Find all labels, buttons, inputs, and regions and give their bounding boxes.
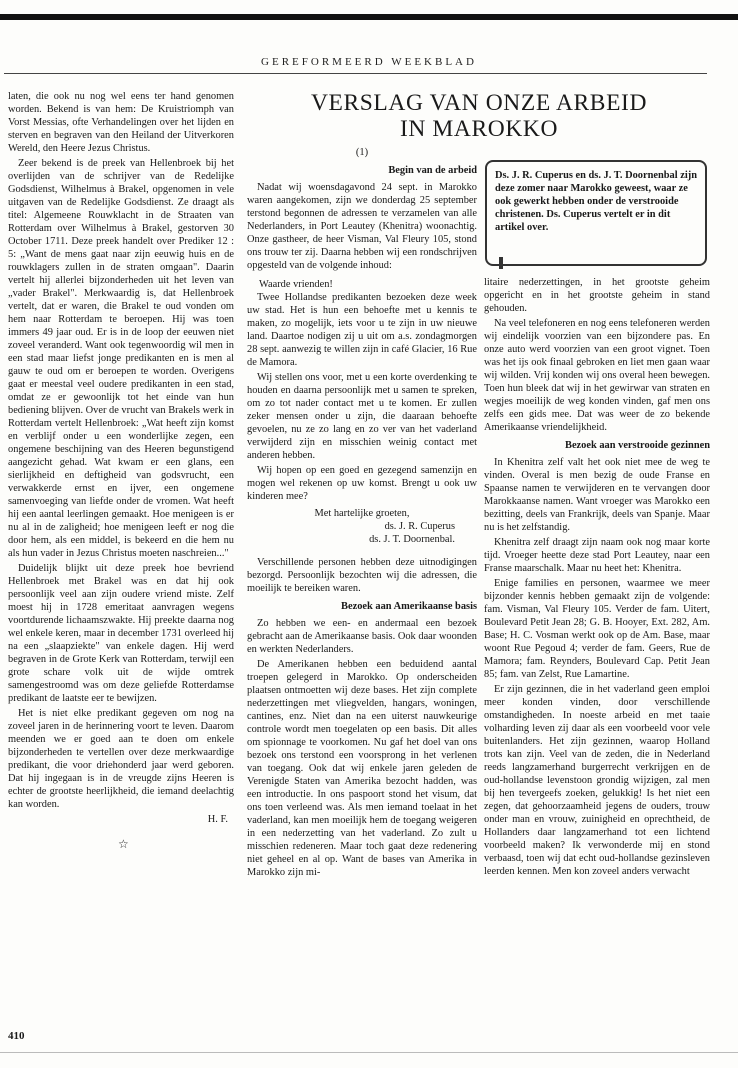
paragraph: Zeer bekend is de preek van Hellenbroek bij het overlijden van de schrijver van de Redelijke Godsdienst, Wilhelmus à Brakel, opgenomen in vele uitgaven van de Redelijke Godsdienst. Ze draagt als titel: Algemeene Rouwklacht in de Straaten van Rotterdam over Wilhelmus à Brakel, gestorven 30 October 1711. Deze preek handelt over Prediker 12 : 5: „Want de mens gaat naar zijn eeuwig huis en de rouwklagers zullen in de straten omgaan". Daarin vertelt hij allerlei bijzonderheden uit het leven van „vader Brakel". Merkwaardig is, dat Hellenbroek vertelt, dat er waren, die Brakel te oud vonden om hem naar Rotterdam te beroepen. Hij was toen immers 49 jaar oud. Er is in de loop der eeuwen niet zoveel veranderd. Want ook tegenwoordig wil men in een stad maar liefst jonge predikanten en is men al gauw te oud om er beroepen te worden. Overigens gaat er meestal veel oudere predikanten in een stad, omdat ze er gewoonlijk tot het einde van hun bediening blijven. Over de vrucht van Brakels werk in Rotterdam vertelt Hellenbroek: „Wat heeft zijn komst en verblijf onder u een wonderlijke zegen, een ongemene beschijning van des Heeren begunstigend aangezicht gehad. Wat kwam er een glans, een sierlijkheid en deftigheid van godsvrucht, een verwakkerde ernst en ijver, een ongemene samenvoeging van liefde onder de vromen. Wat heeft hij een aantal leerlingen gemaakt. Hoe menigeen is er nu al in de zaligheid; hoe menigeen leeft er nog die door hem, als een middel, is bekeerd en die hem nu als hun vader in Jezus Christus moeten naschreien..." <box>8 158 234 559</box>
intro-box <box>485 160 707 266</box>
paragraph: Na veel telefoneren en nog eens telefoneren werden wij eindelijk voorzien van een bijzondere pas. En onze auto werd voorzien van een groot vignet. Toen was het ijs ook finaal gebroken en liet men gaan waar wij wilden. Vrij konden wij ons overal heen bewegen. Toen hun bleek dat wij in het gewirwar van straten en wegjes moeilijk de weg konden vinden, gaf men ons zelfs een gids mee. Dat was weer de zo bekende Amerikaanse vriendelijkheid. <box>484 318 710 433</box>
letter-closing: Met hartelijke groeten, <box>314 508 410 519</box>
page-number: 410 <box>8 1030 25 1042</box>
paragraph: In Khenitra zelf valt het ook niet mee de weg te vinden. Overal is men bezig de oude Franse en Spaanse namen te verwijderen en te vervangen door Marokkaanse namen. Want vroeger was Marokko een bezitting, deels van Frankrijk, deels van Spanje. Maar nu is het zelfstandig. <box>484 457 710 533</box>
letter-paragraph: Wij hopen op een goed en gezegend samenzijn en mogen wel rekenen op uw komst. Brengt u ook uw kinderen mee? <box>247 465 477 502</box>
paragraph: Zo hebben we een- en andermaal een bezoek gebracht aan de Amerikaanse basis. Ook daar woonden en werkten Nederlanders. <box>247 618 477 655</box>
bottom-rule <box>0 1052 738 1053</box>
section-heading-families: Bezoek aan verstrooide gezinnen <box>565 440 710 451</box>
paragraph: Nadat wij woensdagavond 24 sept. in Marokko waren aangekomen, zijn we donderdag 25 september terstond begonnen de adressen te verzamelen van alle Nederlanders, in Port Leautey (Khenitra) woonachtig. Onze gastheer, de heer Visman, Val Fleury 105, stond ons trouw ter zij. Daarna hebben wij een rondschrijven opgesteld van de volgende inhoud: <box>247 182 477 271</box>
paragraph: laten, die ook nu nog wel eens ter hand genomen worden. Bekend is van hem: De Kruistriomph van Vorst Messias, ofte Verhandelingen over het lijden en sterven en begraven van den Heiland der Uitverkoren Wereld, den Heere Jezus Christus. <box>8 91 234 154</box>
column-right <box>484 276 710 880</box>
letter-salutation: Waarde vrienden! <box>259 279 333 290</box>
box-ornament <box>499 257 503 269</box>
intro-text: Ds. J. R. Cuperus en ds. J. T. Doornenbal zijn deze zomer naar Marokko geweest, waar ze ook gewerkt hebben onder de verstrooide christenen. Ds. Cuperus vertelt er in dit artikel over. <box>495 170 697 233</box>
paragraph: Enige families en personen, waarmee we meer bijzonder kennis hebben gemaakt zijn de volgende: fam. Visman, Val Fleury 105. Verder de fam. Uitert, Boulevard Petit Jean 28; G. B. Hooyer, Ext. 282, Am. Base; H. C. Vosman werkt ook op de Am. Base, maar woont Rue Pegoud 4; verder de fam. Geers, Rue de Mamora; fam. Reynders, Boulevard Cap. Petit Jean 85; fam. van Zelst, Rue Lamartine. <box>484 578 710 680</box>
top-rule <box>0 14 738 20</box>
header-rule <box>4 73 707 74</box>
column-middle <box>247 146 477 881</box>
letter-paragraph: Twee Hollandse predikanten bezoeken deze week uw stad. Het is hun een behoefte met u kennis te maken, zo mogelijk, iets voor u te zijn in uw nieuwe land. Daartoe nodigen zij u uit om a.s. zondagmorgen 28 sept. aanwezig te willen zijn in café Glacier, 16 Rue de Mamora. <box>247 292 477 368</box>
letter-paragraph: Wij stellen ons voor, met u een korte overdenking te houden en daarna persoonlijk met u samen te spreken, om zo tot nader contact met u te komen. Er zullen zeker mensen onder u zijn, die daaraan behoefte gevoelen, nu ze zo lang en zo ver van het vaderland verwijderd zijn en misschien weinig contact met anderen hebben. <box>247 372 477 461</box>
article-title-line2: IN MAROKKO <box>399 116 559 142</box>
letter <box>247 278 477 546</box>
article-title <box>248 90 710 142</box>
paragraph: Het is niet elke predikant gegeven om nog na zoveel jaren in de herinnering voort te leven. Daarom meenden we er goed aan te doen om enkele bijzonderheden te vertellen over deze merkwaardige predikant, die voor driehonderd jaar werd geboren. Dat hij ingegaan is in de vreugde zijns Heeren is echter de grootste heerlijkheid, die iemand deelachtig kan worden. <box>8 708 234 810</box>
column-left <box>8 90 234 851</box>
letter-signature: ds. J. R. Cuperus <box>384 521 455 532</box>
star-ornament: ☆ <box>118 837 129 851</box>
paragraph: Er zijn gezinnen, die in het vaderland geen emploi meer konden vinden, door verschillende omstandigheden. In noeste arbeid en met taaie volharding leven zij daar als een voorbeeld voor vele buitenlanders. Het zijn gezinnen, waarop Holland trots kan zijn. Veel van de zeden, die in Nederland reeds langzamerhand burgerrecht verkrijgen en de oud-hollandse levenstoon grondig wijzigen, zal men bij hen tevergeefs zoeken, gelukkig! Is het niet een zegen, dat gehoorzaamheid jegens de ouders, trouw onder man en vrouw, zuinigheid en oprechtheid, de Hollanders daar langzamerhand tot een lichtend voorbeeld maken? Ik verwonderde mij en stond verbaasd, toen wij dat echt oud-hollandse gezinsleven leerden kennen. Men kon zoveel anders verwacht <box>484 684 710 877</box>
paragraph: De Amerikanen hebben een beduidend aantal troepen gelegerd in Marokko. Op onderscheiden plaatsen ontmoetten wij deze bases. Het zijn complete nederzettingen met vliegvelden, hangars, woningen, cantines, enz. Niet dan na een uiterst nauwkeurige controle wordt men toegelaten op een basis. Dit alles om spionnage te voorkomen. Nu gaf het doel van ons bezoek ons terstond een voorsprong in het verlenen van toegang. Ook dat wij enkele jaren geleden de Verenigde Staten van Amerika bezocht hadden, was een introductie. In ons paspoort stond het visum, dat ons toen verleend was. Als men iemand toelaat in het vaderland, kan men moeilijk hem de toegang weigeren in een nederzetting van het vaderland. Zo zult u misschien redeneren. Maar toch gaat deze redenering niet geheel en al op. Want de bases van Amerika in Marokko zijn mi- <box>247 659 477 878</box>
running-header: GEREFORMEERD WEEKBLAD <box>261 56 477 68</box>
paragraph: Verschillende personen hebben deze uitnodigingen bezorgd. Persoonlijk bezochten wij die adressen, die moeilijk te bereiken waren. <box>247 557 477 594</box>
section-heading-base: Bezoek aan Amerikaanse basis <box>341 601 477 612</box>
author-initials: H. F. <box>207 814 228 825</box>
paragraph: Khenitra zelf draagt zijn naam ook nog maar korte tijd. Vroeger heette deze stad Port Leautey, naar een Franse maarschalk. Maar nu heet het: Khenitra. <box>484 537 710 574</box>
article-title-line1: VERSLAG VAN ONZE ARBEID <box>310 90 648 116</box>
paragraph: Duidelijk blijkt uit deze preek hoe bevriend Hellenbroek met Brakel was en dat hij ook persoonlijk veel aan zijn oudere vriend miste. Zelf moest hij in 1728 emeritaat aanvragen wegens voortdurende lichaamszwakte. Hij preekte daarna nog wel enkele keren, maar in december 1731 overleed hij na een „slaapziekte" van enkele dagen. Hij werd begraven in de Grote Kerk van Rotterdam, terwijl een grote schare volk uit de wijde omtrek samengestroomd was om deze geliefde Rotterdamse predikant de laatste eer te bewijzen. <box>8 563 234 704</box>
paragraph: litaire nederzettingen, in het grootste geheim opgericht en in het grootste geheim in stand gehouden. <box>484 277 710 314</box>
part-number: (1) <box>355 147 369 158</box>
section-heading-begin: Begin van de arbeid <box>388 165 477 176</box>
letter-signature: ds. J. T. Doornenbal. <box>369 534 455 545</box>
